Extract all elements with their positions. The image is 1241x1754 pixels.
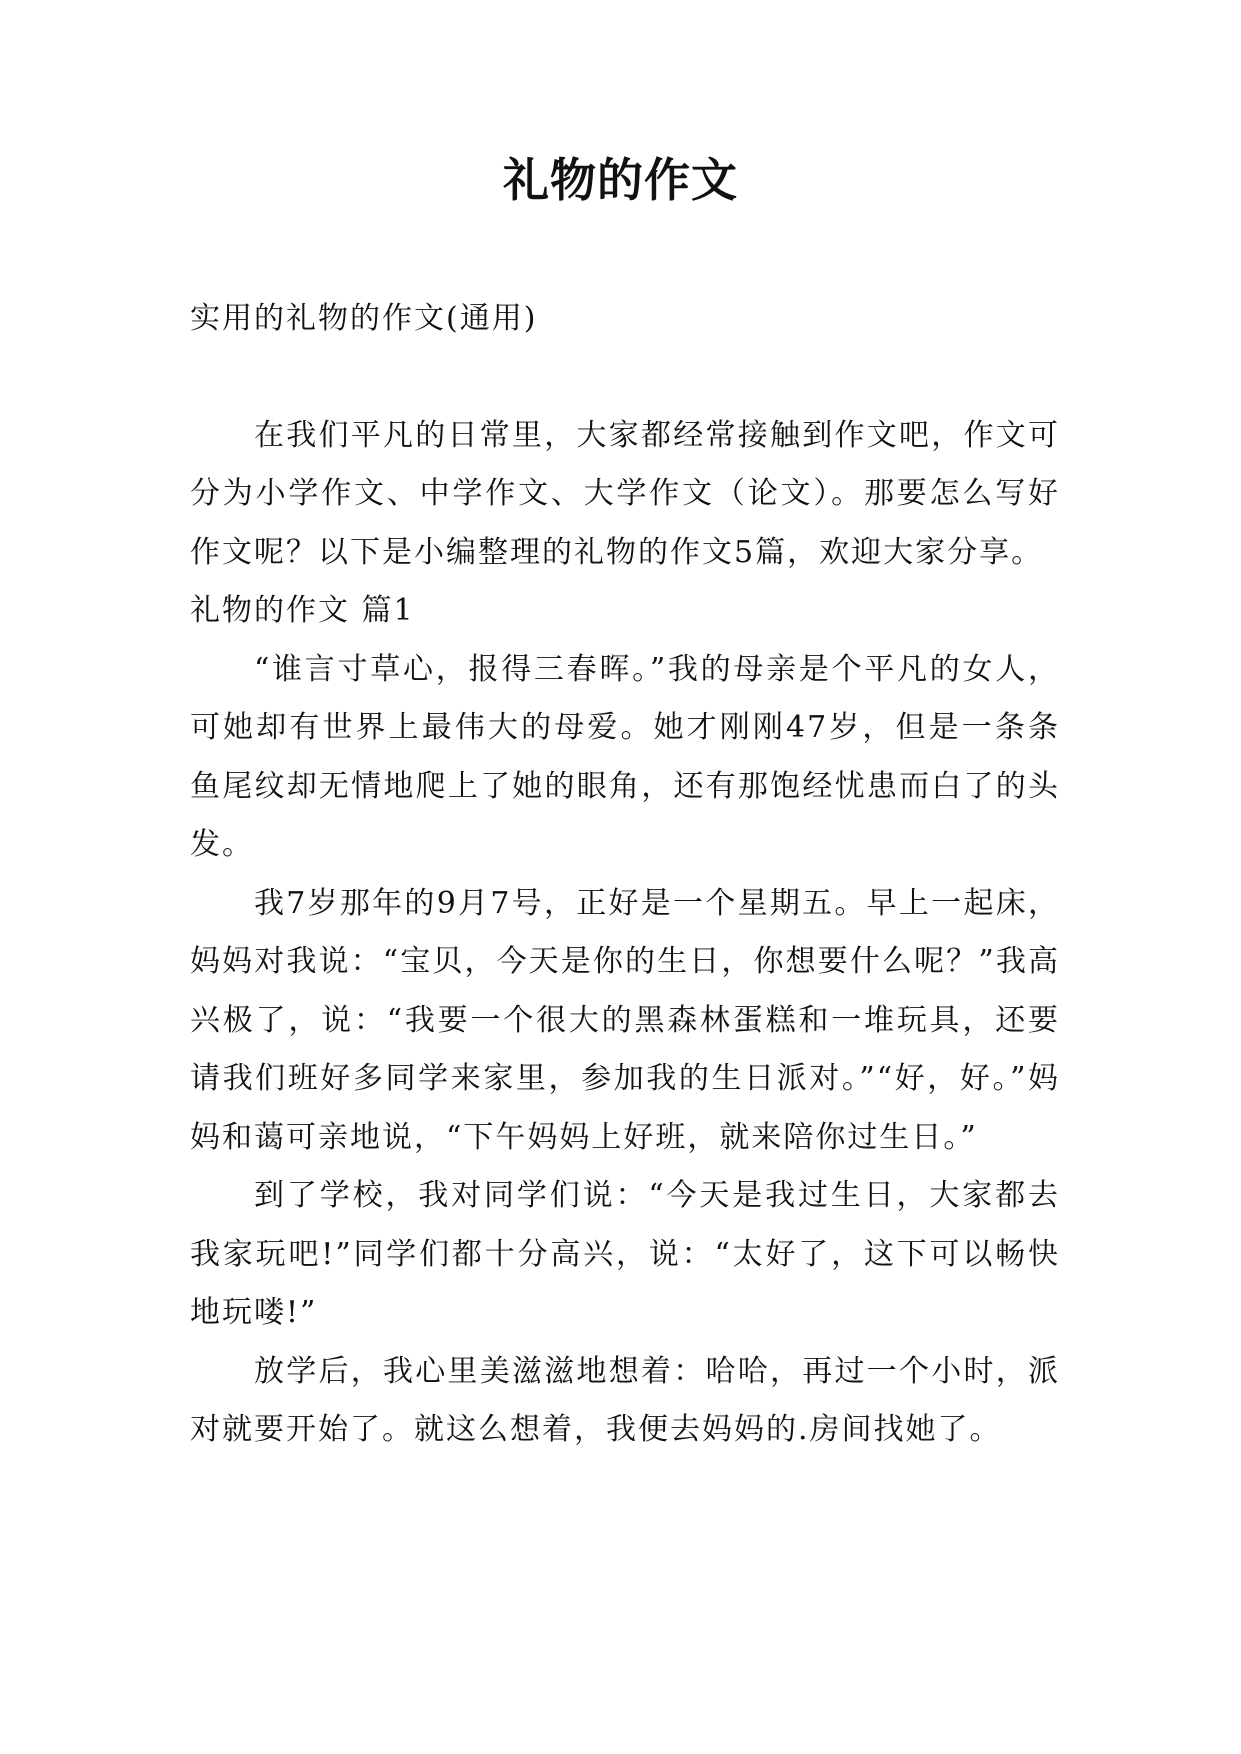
document-title: 礼物的作文 bbox=[503, 153, 738, 207]
document-body bbox=[190, 290, 1060, 1460]
body-paragraph: 我7岁那年的9月7号，正好是一个星期五。早上一起床，妈妈对我说：“宝贝，今天是你的生日，你想要什么呢？”我高兴极了，说：“我要一个很大的黑森林蛋糕和一堆玩具，还要请我们班好多同学来家里，参加我的生日派对。”“好，好。”妈妈和蔼可亲地说，“下午妈妈上好班，就来陪你过生日。” bbox=[190, 885, 1060, 1155]
document-subtitle: 实用的礼物的作文(通用) bbox=[190, 301, 538, 336]
body-paragraph: 放学后，我心里美滋滋地想着：哈哈，再过一个小时，派对就要开始了。就这么想着，我便去妈妈的.房间找她了。 bbox=[190, 1353, 1060, 1447]
section-heading: 礼物的作文 篇1 bbox=[190, 593, 415, 628]
body-paragraph: “谁言寸草心，报得三春晖。”我的母亲是个平凡的女人，可她却有世界上最伟大的母爱。她才刚刚47岁，但是一条条鱼尾纹却无情地爬上了她的眼角，还有那饱经忧患而白了的头发。 bbox=[190, 651, 1060, 862]
intro-paragraph: 在我们平凡的日常里，大家都经常接触到作文吧，作文可分为小学作文、中学作文、大学作文（论文）。那要怎么写好作文呢？以下是小编整理的礼物的作文5篇，欢迎大家分享。 bbox=[190, 417, 1060, 570]
body-paragraph: 到了学校，我对同学们说：“今天是我过生日，大家都去我家玩吧!”同学们都十分高兴，说：“太好了，这下可以畅快地玩喽!” bbox=[190, 1178, 1060, 1330]
